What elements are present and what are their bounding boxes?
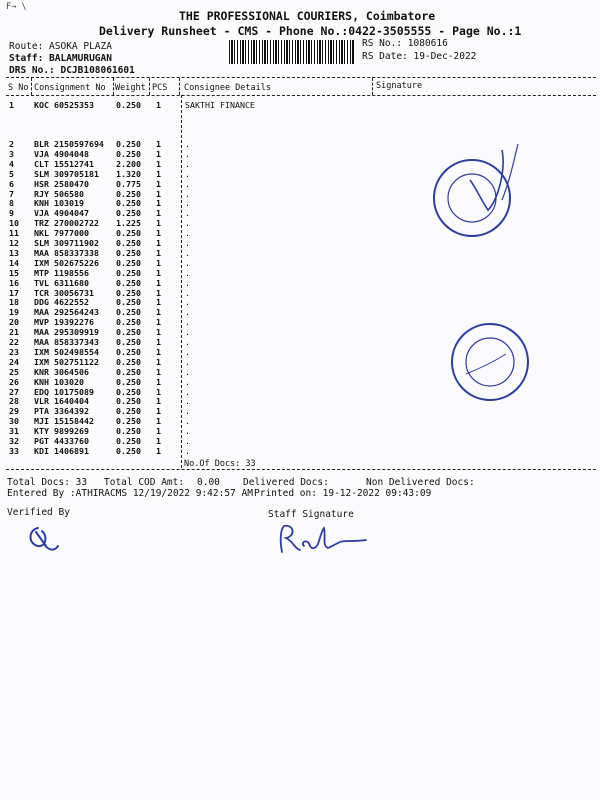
- table-row: [0, 259, 600, 269]
- staff-signature-label: Staff Signature: [268, 509, 354, 520]
- table-row: [0, 427, 600, 437]
- company-stamp: [446, 318, 536, 408]
- cell-sno: 22: [9, 337, 19, 347]
- cell-consignee: .: [185, 139, 190, 149]
- column-header-signature: Signature: [376, 81, 423, 91]
- cell-consignment: KNR 3064506: [34, 366, 89, 377]
- cell-consignment: MAA 858337343: [34, 337, 99, 347]
- cell-sno: 18: [9, 297, 19, 308]
- cell-consignee: .: [185, 406, 190, 417]
- cell-pcs: 1: [156, 396, 161, 407]
- cell-weight: 0.250: [116, 148, 141, 159]
- cell-pcs: 1: [156, 148, 161, 159]
- cell-pcs: 1: [156, 228, 161, 239]
- cell-consignee: .: [185, 376, 190, 387]
- cell-consignment: KDI 1406891: [34, 445, 89, 456]
- cell-sno: 10: [9, 218, 19, 229]
- cell-pcs: 1: [156, 178, 161, 189]
- cell-pcs: 1: [156, 376, 161, 387]
- cell-consignee: .: [185, 168, 190, 179]
- cell-consignment: TRZ 270002722: [34, 218, 99, 229]
- cell-sno: 16: [9, 277, 19, 288]
- cell-pcs: 1: [156, 406, 161, 417]
- cell-consignment: MJI 15158442: [34, 416, 94, 427]
- cell-sno: 2: [9, 139, 14, 149]
- cell-weight: 0.250: [116, 208, 141, 219]
- cell-sno: 28: [9, 396, 19, 407]
- cell-weight: 0.250: [116, 188, 141, 199]
- cell-pcs: 1: [156, 307, 161, 318]
- cell-weight: 0.775: [116, 178, 141, 189]
- cell-consignment: TVL 6311680: [34, 277, 89, 288]
- cell-consignment: VLR 1640404: [34, 396, 89, 407]
- cell-sno: 20: [9, 317, 19, 328]
- cell-consignment: IXM 502675226: [34, 257, 99, 268]
- no-of-docs: No.Of Docs: 33: [184, 459, 256, 469]
- cell-consignee: .: [185, 158, 190, 169]
- cell-weight: 0.250: [116, 139, 141, 149]
- cell-consignee: .: [185, 426, 190, 437]
- cell-consignee: .: [185, 257, 190, 268]
- cell-weight: 0.250: [116, 267, 141, 278]
- cell-pcs: 1: [156, 277, 161, 288]
- cell-sno: 29: [9, 406, 19, 417]
- cell-weight: 0.250: [116, 297, 141, 308]
- cell-consignee: .: [185, 247, 190, 258]
- cell-sno: 4: [9, 158, 14, 169]
- cell-sno: 31: [9, 426, 19, 437]
- cell-consignee: SAKTHI FINANCE: [185, 100, 255, 110]
- cell-consignee: .: [185, 366, 190, 377]
- cell-weight: 0.250: [116, 356, 141, 367]
- col-divider-signature: [372, 78, 373, 95]
- cell-consignee: .: [185, 416, 190, 427]
- entered-by: Entered By :ATHIRACMS 12/19/2022 9:42:57 AM: [7, 488, 253, 499]
- cell-consignee: .: [185, 307, 190, 318]
- cell-pcs: 1: [156, 168, 161, 179]
- cell-consignment: RJY 506580: [34, 188, 84, 199]
- cell-sno: 27: [9, 386, 19, 397]
- cell-sno: 7: [9, 188, 14, 199]
- cell-consignee: .: [185, 386, 190, 397]
- runsheet-subtitle: Delivery Runsheet - CMS - Phone No.:0422-3505555 - Page No.:1: [99, 24, 522, 38]
- cell-consignee: .: [185, 445, 190, 456]
- cell-consignment: KNH 103019: [34, 198, 84, 209]
- cell-weight: 0.250: [116, 376, 141, 387]
- cell-weight: 0.250: [116, 327, 141, 338]
- cell-pcs: 1: [156, 297, 161, 308]
- cell-consignment: EDQ 10175089: [34, 386, 94, 397]
- cell-consignee: .: [185, 346, 190, 357]
- rs-number: RS No.: 1080616: [362, 38, 448, 49]
- cell-sno: 30: [9, 416, 19, 427]
- cell-weight: 0.250: [116, 406, 141, 417]
- cell-weight: 1.320: [116, 168, 141, 179]
- cell-weight: 0.250: [116, 287, 141, 298]
- cell-weight: 0.250: [116, 100, 141, 110]
- cell-consignee: .: [185, 238, 190, 248]
- cell-consignee: .: [185, 396, 190, 407]
- total-docs: Total Docs: 33: [7, 477, 88, 488]
- cell-consignee: .: [185, 267, 190, 278]
- cell-pcs: 1: [156, 238, 161, 248]
- cell-consignment: MAA 858337338: [34, 247, 99, 258]
- cell-consignee: .: [185, 218, 190, 229]
- cell-consignment: DDG 4622552: [34, 297, 89, 308]
- cell-weight: 0.250: [116, 277, 141, 288]
- cell-consignment: IXM 502498554: [34, 346, 99, 357]
- cell-pcs: 1: [156, 208, 161, 219]
- column-header-pcs: PCS: [152, 83, 168, 93]
- verified-signature: [24, 522, 64, 556]
- cell-consignment: KNH 103020: [34, 376, 84, 387]
- cell-consignment: IXM 502751122: [34, 356, 99, 367]
- cell-consignee: .: [185, 337, 190, 347]
- company-title: THE PROFESSIONAL COURIERS, Coimbatore: [179, 9, 436, 23]
- table-row: [0, 279, 600, 289]
- cell-weight: 0.250: [116, 238, 141, 248]
- cell-consignment: MTP 1198556: [34, 267, 89, 278]
- drs-number: DRS No.: DCJB108061601: [9, 65, 135, 76]
- cell-pcs: 1: [156, 436, 161, 446]
- staff-label: Staff: BALAMURUGAN: [9, 53, 112, 64]
- cell-pcs: 1: [156, 198, 161, 209]
- cell-sno: 6: [9, 178, 14, 189]
- cell-pcs: 1: [156, 346, 161, 357]
- col-divider-wt: [149, 78, 150, 95]
- cell-sno: 33: [9, 445, 19, 456]
- cell-weight: 0.250: [116, 198, 141, 209]
- cell-consignment: HSR 2580470: [34, 178, 89, 189]
- cell-sno: 12: [9, 238, 19, 248]
- barcode: [229, 40, 355, 64]
- total-cod-value: 0.00: [197, 477, 220, 488]
- cell-pcs: 1: [156, 327, 161, 338]
- column-header-consignee: Consignee Details: [184, 83, 271, 93]
- cell-sno: 13: [9, 247, 19, 258]
- cell-consignment: MAA 295309919: [34, 327, 99, 338]
- col-divider-cn: [113, 78, 114, 95]
- cell-consignment: VJA 4904048: [34, 148, 89, 159]
- corner-mark: F→ \: [6, 2, 27, 12]
- cell-consignment: TCR 30056731: [34, 287, 94, 298]
- cell-consignee: .: [185, 178, 190, 189]
- cell-weight: 0.250: [116, 445, 141, 456]
- cell-consignee: .: [185, 297, 190, 308]
- cell-sno: 32: [9, 436, 19, 446]
- cell-pcs: 1: [156, 366, 161, 377]
- cell-weight: 0.250: [116, 386, 141, 397]
- cell-sno: 25: [9, 366, 19, 377]
- cell-consignee: .: [185, 327, 190, 338]
- cell-consignment: KOC 60525353: [34, 100, 94, 110]
- cell-pcs: 1: [156, 247, 161, 258]
- cell-consignee: .: [185, 436, 190, 446]
- cell-weight: 0.250: [116, 247, 141, 258]
- cell-weight: 0.250: [116, 436, 141, 446]
- cell-pcs: 1: [156, 416, 161, 427]
- cell-pcs: 1: [156, 139, 161, 149]
- cell-pcs: 1: [156, 386, 161, 397]
- table-row: [0, 417, 600, 427]
- table-row: [0, 269, 600, 279]
- cell-sno: 11: [9, 228, 19, 239]
- cell-consignment: PTA 3364392: [34, 406, 89, 417]
- column-header-weight: Weight: [115, 83, 146, 93]
- cell-consignment: SLM 309705181: [34, 168, 99, 179]
- cell-sno: 8: [9, 198, 14, 209]
- cell-consignment: BLR 2150597694: [34, 139, 104, 149]
- cell-pcs: 1: [156, 337, 161, 347]
- cell-consignment: NKL 7977000: [34, 228, 89, 239]
- cell-pcs: 1: [156, 356, 161, 367]
- total-cod-label: Total COD Amt:: [104, 477, 185, 488]
- cell-sno: 14: [9, 257, 19, 268]
- cell-sno: 15: [9, 267, 19, 278]
- col-divider-pcs: [179, 78, 180, 95]
- cell-consignee: .: [185, 277, 190, 288]
- cell-weight: 0.250: [116, 307, 141, 318]
- cell-weight: 0.250: [116, 317, 141, 328]
- cell-sno: 5: [9, 168, 14, 179]
- cell-pcs: 1: [156, 257, 161, 268]
- cell-consignment: MVP 19392276: [34, 317, 94, 328]
- table-row: [0, 289, 600, 299]
- cell-weight: 0.250: [116, 346, 141, 357]
- col-divider-sno: [31, 78, 32, 95]
- cell-weight: 0.250: [116, 416, 141, 427]
- cell-pcs: 1: [156, 218, 161, 229]
- table-row: [0, 447, 600, 457]
- cell-sno: 9: [9, 208, 14, 219]
- rs-date: RS Date: 19-Dec-2022: [362, 51, 477, 62]
- cell-consignee: .: [185, 287, 190, 298]
- cell-consignee: .: [185, 198, 190, 209]
- table-row: [0, 437, 600, 447]
- cell-weight: 0.250: [116, 228, 141, 239]
- cell-consignment: SLM 309711902: [34, 238, 99, 248]
- staff-signature: [270, 522, 370, 558]
- cell-pcs: 1: [156, 188, 161, 199]
- cell-consignee: .: [185, 208, 190, 219]
- cell-pcs: 1: [156, 445, 161, 456]
- cell-consignment: VJA 4904047: [34, 208, 89, 219]
- cell-weight: 0.250: [116, 257, 141, 268]
- cell-sno: 1: [9, 100, 14, 110]
- cell-pcs: 1: [156, 158, 161, 169]
- cell-weight: 2.200: [116, 158, 141, 169]
- non-delivered-docs: Non Delivered Docs:: [366, 477, 475, 488]
- cell-weight: 0.250: [116, 337, 141, 347]
- cell-sno: 24: [9, 356, 19, 367]
- route-label: Route: ASOKA PLAZA: [9, 41, 112, 52]
- company-stamp: [418, 140, 538, 250]
- cell-pcs: 1: [156, 267, 161, 278]
- cell-pcs: 1: [156, 100, 161, 110]
- cell-sno: 26: [9, 376, 19, 387]
- footer-rule: [6, 469, 596, 470]
- cell-consignee: .: [185, 188, 190, 199]
- column-header-consignment: Consignment No: [34, 83, 106, 93]
- cell-weight: 0.250: [116, 366, 141, 377]
- cell-pcs: 1: [156, 287, 161, 298]
- cell-consignee: .: [185, 148, 190, 159]
- cell-weight: 0.250: [116, 396, 141, 407]
- cell-weight: 1.225: [116, 218, 141, 229]
- header-top-rule: [6, 77, 596, 78]
- cell-weight: 0.250: [116, 426, 141, 437]
- cell-consignee: .: [185, 228, 190, 239]
- cell-consignee: .: [185, 356, 190, 367]
- table-row: [0, 101, 600, 111]
- cell-consignment: MAA 292564243: [34, 307, 99, 318]
- cell-sno: 17: [9, 287, 19, 298]
- cell-sno: 3: [9, 148, 14, 159]
- cell-consignment: KTY 9899269: [34, 426, 89, 437]
- cell-consignee: .: [185, 317, 190, 328]
- cell-consignment: PGT 4433760: [34, 436, 89, 446]
- cell-pcs: 1: [156, 426, 161, 437]
- cell-sno: 23: [9, 346, 19, 357]
- cell-pcs: 1: [156, 317, 161, 328]
- cell-sno: 21: [9, 327, 19, 338]
- cell-sno: 19: [9, 307, 19, 318]
- column-header-sno: S No: [8, 83, 29, 93]
- header-bottom-rule: [6, 95, 596, 96]
- delivered-docs: Delivered Docs:: [243, 477, 329, 488]
- cell-consignment: CLT 15512741: [34, 158, 94, 169]
- printed-on: Printed on: 19-12-2022 09:43:09: [254, 488, 432, 499]
- verified-by: Verified By: [7, 507, 70, 518]
